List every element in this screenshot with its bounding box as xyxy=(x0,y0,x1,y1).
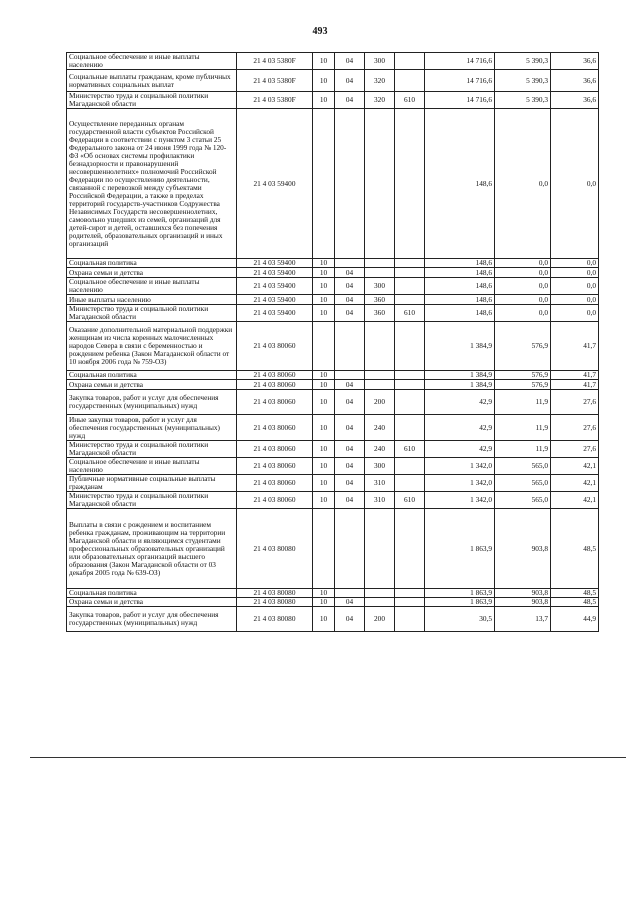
cell-adm xyxy=(395,371,425,380)
cell-sec: 10 xyxy=(313,415,335,441)
cell-sub: 04 xyxy=(335,390,365,415)
cell-plan: 148,6 xyxy=(425,278,495,295)
cell-pct: 42,1 xyxy=(551,475,599,492)
cell-csr: 21 4 03 80080 xyxy=(237,509,313,589)
table-row xyxy=(67,70,599,92)
cell-sec: 10 xyxy=(313,53,335,70)
cell-sec: 10 xyxy=(313,259,335,268)
table-row xyxy=(67,92,599,109)
cell-csr: 21 4 03 80060 xyxy=(237,441,313,458)
cell-exec: 576,9 xyxy=(495,322,551,371)
cell-sec: 10 xyxy=(313,295,335,305)
cell-csr: 21 4 03 5380F xyxy=(237,53,313,70)
cell-vr xyxy=(365,598,395,607)
cell-exec: 5 390,3 xyxy=(495,70,551,92)
cell-sub xyxy=(335,509,365,589)
cell-sec: 10 xyxy=(313,492,335,509)
cell-name: Оказание дополнительной материальной поддержки женщинам из числа коренных малочисленных народов Севера в связи с беременностью и рождением ребенка (Закон Магаданской области от 10 ноября 2006 года № 759-ОЗ) xyxy=(67,322,237,371)
cell-plan: 148,6 xyxy=(425,305,495,322)
table-row xyxy=(67,458,599,475)
cell-vr xyxy=(365,589,395,598)
cell-plan: 1 342,0 xyxy=(425,475,495,492)
cell-sec: 10 xyxy=(313,268,335,278)
table-row xyxy=(67,259,599,268)
cell-adm xyxy=(395,390,425,415)
table-row xyxy=(67,278,599,295)
cell-name: Осуществление переданных органам государственной власти субъектов Российской Федерации в соответствии с пунктом 3 статьи 25 Федерального закона от 24 июня 1999 года № 120-ФЗ «Об основах системы профилактики безнадзорности и правонарушений несовершеннолетних» полномочий Российской Федерации по осуществлению деятельности, связанной с перевозкой между субъектами Российской Федерации, а также в пределах территорий государств-участников Содружества Независимых Государств несовершеннолетних, самовольно ушедших из семей, организаций для детей-сирот и детей, оставшихся без попечения родителей, образовательных организаций и иных организаций xyxy=(67,109,237,259)
cell-exec: 5 390,3 xyxy=(495,92,551,109)
cell-sec: 10 xyxy=(313,390,335,415)
cell-plan: 1 863,9 xyxy=(425,509,495,589)
cell-adm xyxy=(395,268,425,278)
cell-pct: 0,0 xyxy=(551,305,599,322)
cell-sub: 04 xyxy=(335,278,365,295)
cell-vr xyxy=(365,380,395,390)
cell-plan: 1 342,0 xyxy=(425,458,495,475)
cell-sec xyxy=(313,109,335,259)
cell-csr: 21 4 03 80080 xyxy=(237,607,313,632)
cell-vr: 200 xyxy=(365,607,395,632)
cell-vr: 320 xyxy=(365,92,395,109)
cell-adm xyxy=(395,53,425,70)
cell-csr: 21 4 03 5380F xyxy=(237,92,313,109)
cell-name: Министерство труда и социальной политики Магаданской области xyxy=(67,492,237,509)
cell-vr xyxy=(365,109,395,259)
cell-pct: 27,6 xyxy=(551,415,599,441)
table-row xyxy=(67,305,599,322)
cell-exec: 565,0 xyxy=(495,458,551,475)
cell-pct: 42,1 xyxy=(551,458,599,475)
cell-sub: 04 xyxy=(335,607,365,632)
cell-exec: 565,0 xyxy=(495,492,551,509)
cell-sec: 10 xyxy=(313,371,335,380)
table-row xyxy=(67,268,599,278)
cell-adm: 610 xyxy=(395,92,425,109)
table-row xyxy=(67,322,599,371)
cell-vr: 240 xyxy=(365,441,395,458)
cell-name: Министерство труда и социальной политики Магаданской области xyxy=(67,441,237,458)
cell-vr: 300 xyxy=(365,53,395,70)
cell-name: Социальное обеспечение и иные выплаты населению xyxy=(67,53,237,70)
cell-name: Социальные выплаты гражданам, кроме публичных нормативных социальных выплат xyxy=(67,70,237,92)
cell-sec xyxy=(313,509,335,589)
cell-sec: 10 xyxy=(313,475,335,492)
cell-sub xyxy=(335,589,365,598)
cell-csr: 21 4 03 80060 xyxy=(237,322,313,371)
cell-sec: 10 xyxy=(313,441,335,458)
cell-plan: 42,9 xyxy=(425,415,495,441)
cell-pct: 48,5 xyxy=(551,589,599,598)
cell-sub: 04 xyxy=(335,475,365,492)
cell-exec: 0,0 xyxy=(495,278,551,295)
cell-csr: 21 4 03 80060 xyxy=(237,390,313,415)
cell-adm xyxy=(395,322,425,371)
cell-exec: 0,0 xyxy=(495,305,551,322)
cell-vr: 300 xyxy=(365,278,395,295)
cell-exec: 11,9 xyxy=(495,415,551,441)
cell-sec: 10 xyxy=(313,92,335,109)
cell-csr: 21 4 03 80060 xyxy=(237,415,313,441)
cell-vr: 310 xyxy=(365,475,395,492)
cell-sec: 10 xyxy=(313,305,335,322)
cell-name: Закупка товаров, работ и услуг для обеспечения государственных (муниципальных) нужд xyxy=(67,390,237,415)
cell-vr: 360 xyxy=(365,295,395,305)
cell-adm xyxy=(395,259,425,268)
cell-csr: 21 4 03 80080 xyxy=(237,589,313,598)
cell-plan: 1 384,9 xyxy=(425,322,495,371)
cell-sec: 10 xyxy=(313,598,335,607)
cell-name: Министерство труда и социальной политики Магаданской области xyxy=(67,305,237,322)
budget-table xyxy=(66,52,599,632)
cell-csr: 21 4 03 59400 xyxy=(237,259,313,268)
table-row xyxy=(67,415,599,441)
cell-plan: 1 384,9 xyxy=(425,371,495,380)
cell-csr: 21 4 03 5380F xyxy=(237,70,313,92)
cell-exec: 0,0 xyxy=(495,259,551,268)
cell-name: Публичные нормативные социальные выплаты гражданам xyxy=(67,475,237,492)
cell-csr: 21 4 03 59400 xyxy=(237,305,313,322)
cell-vr xyxy=(365,259,395,268)
cell-csr: 21 4 03 80080 xyxy=(237,598,313,607)
cell-sub: 04 xyxy=(335,458,365,475)
cell-adm xyxy=(395,589,425,598)
cell-exec: 0,0 xyxy=(495,268,551,278)
cell-adm xyxy=(395,598,425,607)
cell-sub xyxy=(335,322,365,371)
cell-pct: 41,7 xyxy=(551,380,599,390)
cell-exec: 576,9 xyxy=(495,380,551,390)
cell-name: Социальная политика xyxy=(67,371,237,380)
table-row xyxy=(67,475,599,492)
cell-sub: 04 xyxy=(335,415,365,441)
cell-sub xyxy=(335,259,365,268)
cell-exec: 11,9 xyxy=(495,441,551,458)
cell-sub: 04 xyxy=(335,492,365,509)
cell-adm xyxy=(395,109,425,259)
cell-pct: 41,7 xyxy=(551,322,599,371)
table-row xyxy=(67,380,599,390)
cell-plan: 148,6 xyxy=(425,268,495,278)
cell-csr: 21 4 03 59400 xyxy=(237,109,313,259)
cell-name: Социальное обеспечение и иные выплаты населению xyxy=(67,278,237,295)
cell-pct: 36,6 xyxy=(551,53,599,70)
cell-pct: 48,5 xyxy=(551,509,599,589)
cell-exec: 5 390,3 xyxy=(495,53,551,70)
cell-pct: 41,7 xyxy=(551,371,599,380)
cell-csr: 21 4 03 59400 xyxy=(237,295,313,305)
cell-sub: 04 xyxy=(335,295,365,305)
cell-adm xyxy=(395,380,425,390)
cell-adm xyxy=(395,509,425,589)
cell-adm xyxy=(395,295,425,305)
cell-pct: 36,6 xyxy=(551,92,599,109)
cell-name: Социальная политика xyxy=(67,589,237,598)
cell-sub: 04 xyxy=(335,70,365,92)
cell-exec: 11,9 xyxy=(495,390,551,415)
cell-adm xyxy=(395,415,425,441)
cell-plan: 42,9 xyxy=(425,441,495,458)
cell-pct: 36,6 xyxy=(551,70,599,92)
cell-sec: 10 xyxy=(313,380,335,390)
cell-exec: 565,0 xyxy=(495,475,551,492)
cell-csr: 21 4 03 80060 xyxy=(237,380,313,390)
cell-sub: 04 xyxy=(335,598,365,607)
cell-sec: 10 xyxy=(313,70,335,92)
table-row xyxy=(67,109,599,259)
cell-exec: 0,0 xyxy=(495,295,551,305)
cell-exec: 0,0 xyxy=(495,109,551,259)
cell-exec: 576,9 xyxy=(495,371,551,380)
cell-pct: 48,5 xyxy=(551,598,599,607)
cell-vr: 320 xyxy=(365,70,395,92)
table-row xyxy=(67,607,599,632)
cell-name: Иные закупки товаров, работ и услуг для обеспечения государственных (муниципальных) нужд xyxy=(67,415,237,441)
table-row xyxy=(67,509,599,589)
table-row xyxy=(67,492,599,509)
table-row xyxy=(67,589,599,598)
cell-adm xyxy=(395,458,425,475)
cell-vr xyxy=(365,371,395,380)
cell-csr: 21 4 03 59400 xyxy=(237,278,313,295)
cell-sub xyxy=(335,371,365,380)
cell-plan: 1 863,9 xyxy=(425,589,495,598)
cell-exec: 13,7 xyxy=(495,607,551,632)
table-row xyxy=(67,53,599,70)
page-number: 493 xyxy=(312,26,328,37)
cell-adm: 610 xyxy=(395,441,425,458)
cell-vr: 200 xyxy=(365,390,395,415)
cell-exec: 903,8 xyxy=(495,598,551,607)
cell-vr xyxy=(365,268,395,278)
cell-pct: 0,0 xyxy=(551,259,599,268)
cell-name: Охрана семьи и детства xyxy=(67,598,237,607)
cell-plan: 14 716,6 xyxy=(425,70,495,92)
cell-plan: 14 716,6 xyxy=(425,53,495,70)
table-row xyxy=(67,441,599,458)
cell-adm: 610 xyxy=(395,492,425,509)
cell-plan: 148,6 xyxy=(425,109,495,259)
cell-csr: 21 4 03 80060 xyxy=(237,458,313,475)
cell-sec: 10 xyxy=(313,589,335,598)
cell-csr: 21 4 03 80060 xyxy=(237,371,313,380)
cell-sub: 04 xyxy=(335,441,365,458)
cell-name: Охрана семьи и детства xyxy=(67,268,237,278)
cell-pct: 27,6 xyxy=(551,441,599,458)
cell-pct: 27,6 xyxy=(551,390,599,415)
cell-pct: 0,0 xyxy=(551,295,599,305)
cell-pct: 44,9 xyxy=(551,607,599,632)
cell-plan: 148,6 xyxy=(425,259,495,268)
cell-sub xyxy=(335,109,365,259)
cell-plan: 1 342,0 xyxy=(425,492,495,509)
cell-sec xyxy=(313,322,335,371)
cell-name: Министерство труда и социальной политики Магаданской области xyxy=(67,92,237,109)
cell-sec: 10 xyxy=(313,458,335,475)
cell-pct: 0,0 xyxy=(551,268,599,278)
cell-name: Закупка товаров, работ и услуг для обеспечения государственных (муниципальных) нужд xyxy=(67,607,237,632)
cell-plan: 14 716,6 xyxy=(425,92,495,109)
cell-adm xyxy=(395,475,425,492)
cell-csr: 21 4 03 80060 xyxy=(237,492,313,509)
cell-plan: 148,6 xyxy=(425,295,495,305)
cell-name: Социальная политика xyxy=(67,259,237,268)
cell-sub: 04 xyxy=(335,53,365,70)
cell-adm xyxy=(395,607,425,632)
cell-sec: 10 xyxy=(313,607,335,632)
table-row xyxy=(67,598,599,607)
cell-vr: 300 xyxy=(365,458,395,475)
cell-adm xyxy=(395,278,425,295)
cell-sub: 04 xyxy=(335,380,365,390)
footer-divider xyxy=(30,757,626,758)
cell-pct: 0,0 xyxy=(551,109,599,259)
cell-name: Выплаты в связи с рождением и воспитанием ребенка гражданам, проживающим на территории Магаданской области и являющимся студентами профессиональных образовательных организаций или образовательных организаций высшего образования (Закон Магаданской области от 03 декабря 2005 года № 639-ОЗ) xyxy=(67,509,237,589)
table-body xyxy=(67,53,599,632)
cell-sub: 04 xyxy=(335,305,365,322)
table-row xyxy=(67,371,599,380)
cell-plan: 1 384,9 xyxy=(425,380,495,390)
cell-vr: 310 xyxy=(365,492,395,509)
cell-plan: 1 863,9 xyxy=(425,598,495,607)
cell-sub: 04 xyxy=(335,92,365,109)
cell-sec: 10 xyxy=(313,278,335,295)
cell-vr: 360 xyxy=(365,305,395,322)
cell-plan: 30,5 xyxy=(425,607,495,632)
cell-adm xyxy=(395,70,425,92)
cell-name: Социальное обеспечение и иные выплаты населению xyxy=(67,458,237,475)
cell-exec: 903,8 xyxy=(495,589,551,598)
table-row xyxy=(67,390,599,415)
cell-pct: 42,1 xyxy=(551,492,599,509)
cell-plan: 42,9 xyxy=(425,390,495,415)
cell-csr: 21 4 03 80060 xyxy=(237,475,313,492)
cell-vr xyxy=(365,322,395,371)
cell-sub: 04 xyxy=(335,268,365,278)
cell-csr: 21 4 03 59400 xyxy=(237,268,313,278)
table-row xyxy=(67,295,599,305)
cell-name: Охрана семьи и детства xyxy=(67,380,237,390)
cell-adm: 610 xyxy=(395,305,425,322)
cell-vr xyxy=(365,509,395,589)
cell-name: Иные выплаты населению xyxy=(67,295,237,305)
cell-pct: 0,0 xyxy=(551,278,599,295)
cell-vr: 240 xyxy=(365,415,395,441)
cell-exec: 903,8 xyxy=(495,509,551,589)
